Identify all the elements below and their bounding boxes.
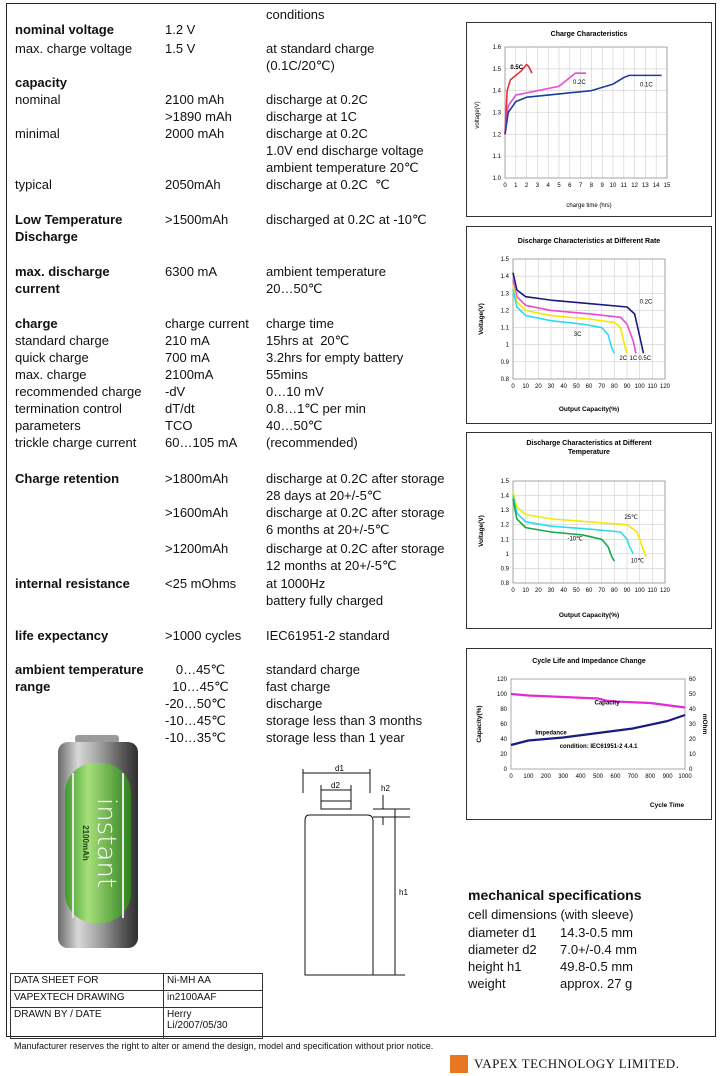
spec-label: max. charge voltage [15,41,133,56]
y-tick-label: 1 [505,342,509,349]
spec-condition: discharge at 1C [266,109,358,124]
x-tick-label: 110 [647,588,658,594]
ds-label: VAPEXTECH DRAWING [11,991,164,1008]
y2-axis-label: mOhm [701,713,708,735]
x-tick-label: 90 [623,588,631,594]
spec-condition: ambient temperature 20℃ [266,160,419,175]
x-tick-label: 600 [610,774,621,780]
spec-condition: 3.2hrs for empty battery [266,350,404,365]
series-label: 1C [629,356,638,363]
label-d2: d2 [331,781,340,790]
table-row [11,1008,263,1039]
y-tick-label: 40 [500,737,507,743]
spec-condition: battery fully charged [266,593,384,608]
battery-capacity: 2100mAh [81,825,90,861]
spec-condition: discharge at 0.2C after storage [266,471,445,486]
mechanical-row [468,941,637,958]
spec-value: 2000 mAh [165,126,225,141]
x-tick-label: 2 [524,183,529,189]
x-tick-label: 0 [509,774,513,780]
mechanical-drawing [295,765,425,985]
battery-image [53,733,143,951]
mechanical-row [468,975,633,992]
x-tick-label: 10 [522,588,530,594]
mech-label: height h1 [468,959,522,974]
spec-label: recommended charge [15,384,142,399]
y-tick-label: 1.0 [492,176,501,182]
spec-value: >1890 mAh [165,109,232,124]
series-label: 0.5C [638,356,652,363]
y-tick-label: 1.2 [500,308,509,315]
x-tick-label: 400 [575,774,586,780]
spec-value: charge current [165,316,249,331]
x-tick-label: 12 [631,183,638,189]
y-tick-label: 0.8 [500,581,509,587]
ds-value: Herry Li/2007/05/30 [164,1008,263,1039]
label-h2: h2 [381,784,390,793]
y-tick-label: 120 [496,677,507,683]
spec-value: 6300 mA [165,264,218,279]
x-tick-label: 20 [534,588,542,594]
spec-condition: at standard charge [266,41,375,56]
x-tick-label: 120 [659,384,671,390]
x-tick-label: 90 [623,384,631,390]
x-tick-label: 1000 [678,774,692,780]
spec-condition: fast charge [266,679,331,694]
chart-title: Cycle Life and Impedance Change [532,658,646,665]
mech-value: 7.0+/-0.4 mm [560,942,637,957]
spec-value: <25 mOhms [165,576,237,591]
chart-cycle-life [466,648,712,820]
series-label: Impedance [535,730,567,737]
x-tick-label: 9 [600,183,604,189]
x-tick-label: 3 [535,183,540,189]
spec-label: Charge retention [15,471,120,486]
label-d1: d1 [335,765,344,773]
mech-label: diameter d2 [468,942,537,957]
x-tick-label: 0 [511,384,515,390]
x-tick-label: 100 [523,774,534,780]
x-tick-label: 0 [511,588,515,594]
spec-condition: discharge at 0.2C after storage [266,505,445,520]
x-tick-label: 0 [503,183,507,189]
ds-value: Ni-MH AA [164,974,263,991]
y-tick-label: 1.2 [500,522,509,529]
y-tick-label: 0.9 [500,359,509,366]
x-tick-label: 15 [663,183,671,189]
mech-label: weight [468,976,506,991]
datasheet-table [10,973,263,1039]
x-axis-label: Output Capacity(%) [558,612,620,619]
y-axis-label: Voltage(V) [478,515,485,547]
y-tick-label: 1.4 [500,493,509,500]
spec-value: 2100 mAh [165,92,225,107]
y-tick-label: 1.1 [500,325,509,332]
x-tick-label: 120 [659,588,671,594]
x-tick-label: 7 [578,183,583,189]
spec-value: 1.2 V [165,22,196,37]
x-tick-label: 1 [514,183,518,189]
spec-label: standard charge [15,333,109,348]
y-tick-label: 1.6 [492,45,501,51]
spec-condition: at 1000Hz [266,576,326,591]
ds-value: in2100AAF [164,991,263,1008]
spec-condition: 40…50℃ [266,418,323,433]
spec-condition: conditions [266,7,325,22]
spec-label: parameters [15,418,81,433]
spec-label: trickle charge current [15,435,137,450]
y-tick-label: 0 [503,767,507,773]
spec-label: nominal [15,92,61,107]
x-tick-label: 200 [540,774,551,780]
series-label: -10℃ [567,536,583,543]
y-tick-label: 1 [505,551,509,558]
y2-tick-label: 0 [689,767,693,773]
y-tick-label: 1.5 [500,479,509,485]
y-tick-label: 0.8 [500,377,509,383]
spec-condition: storage less than 3 months [266,713,423,728]
spec-label: termination control [15,401,122,416]
spec-label: typical [15,177,52,192]
mech-label: diameter d1 [468,925,537,940]
spec-condition: IEC61951-2 standard [266,628,390,643]
spec-label: Low Temperature [15,212,123,227]
spec-condition: discharge [266,696,323,711]
x-tick-label: 20 [534,384,542,390]
spec-value: >1600mAh [165,505,229,520]
x-tick-label: 900 [662,774,673,780]
spec-value: 0…45℃ [165,662,226,677]
spec-value: -10…35℃ [165,730,226,745]
spec-value: 210 mA [165,333,210,348]
y-tick-label: 1.5 [500,257,509,263]
spec-value: >1800mAh [165,471,229,486]
mechanical-title: mechanical specifications [468,887,642,903]
mech-value: approx. 27 g [560,976,633,991]
spec-condition: 20…50℃ [266,281,323,296]
spec-label: charge [15,316,58,331]
series-label: 25℃ [624,514,638,521]
series-label: 0.1C [640,82,653,89]
spec-label: capacity [15,75,68,90]
spec-condition: 0…10 mV [266,384,324,399]
spec-condition: storage less than 1 year [266,730,405,745]
x-tick-label: 13 [642,183,649,189]
spec-label: current [15,281,60,296]
x-axis-label: Output Capacity(%) [558,406,620,413]
series-label: 0.2C [639,299,653,306]
chart-title-line: Discharge Characteristics at Different [526,440,652,447]
series-line [513,491,646,557]
spec-label: max. discharge [15,264,110,279]
y2-tick-label: 60 [689,677,696,683]
spec-label: ambient temperature [15,662,144,677]
chart-charge-characteristics [466,22,712,217]
spec-value: dT/dt [165,401,195,416]
spec-condition: standard charge [266,662,360,677]
y-tick-label: 1.3 [500,291,509,298]
y-tick-label: 0.9 [500,566,509,573]
spec-condition: discharge at 0.2C ℃ [266,177,390,192]
spec-condition: 6 months at 20+/-5℃ [266,522,390,537]
x-tick-label: 4 [546,183,550,189]
footer-note: Manufacturer reserves the right to alter or amend the design, model and specification without prior notice. [14,1041,434,1051]
x-tick-label: 80 [610,588,618,594]
spec-condition: 15hrs at 20℃ [266,333,350,348]
spec-value: -20…50℃ [165,696,226,711]
x-tick-label: 300 [558,774,569,780]
spec-value: 1.5 V [165,41,196,56]
spec-condition: discharge at 0.2C after storage [266,541,445,556]
x-tick-label: 100 [634,384,645,390]
x-tick-label: 14 [652,183,660,189]
spec-condition: 55mins [266,367,308,382]
y-tick-label: 1.1 [492,154,501,161]
spec-label: life expectancy [15,628,109,643]
mech-value: 49.8-0.5 mm [560,959,633,974]
spec-value: >1500mAh [165,212,229,227]
mechanical-row [468,924,633,941]
y-tick-label: 100 [496,692,507,698]
series-label: 10℃ [630,558,645,565]
spec-value: TCO [165,418,193,433]
ds-label: DRAWN BY / DATE [11,1008,164,1039]
spec-label: max. charge [15,367,87,382]
battery-brand: instant [91,797,121,889]
spec-value: -dV [165,384,186,399]
x-tick-label: 100 [634,588,645,594]
series-label: 0.2C [573,80,586,87]
chart-title-line: Temperature [568,449,610,456]
vapex-logo-icon [450,1055,468,1073]
x-tick-label: 40 [560,384,568,390]
x-tick-label: 80 [610,384,618,390]
y2-tick-label: 30 [689,722,696,728]
y2-tick-label: 40 [689,707,696,713]
y-tick-label: 1.4 [492,88,501,95]
spec-condition: 0.8…1℃ per min [266,401,366,416]
y-tick-label: 60 [500,722,507,728]
y-axis-label: voltage(V) [475,101,481,129]
y-tick-label: 80 [500,707,507,713]
chart-discharge-temperature [466,432,712,629]
spec-condition: 28 days at 20+/-5℃ [266,488,382,503]
x-tick-label: 60 [585,384,593,390]
x-tick-label: 70 [598,384,606,390]
spec-condition: discharged at 0.2C at -10℃ [266,212,427,227]
spec-condition: 1.0V end discharge voltage [266,143,424,158]
y-tick-label: 1.4 [500,274,509,281]
spec-value: -10…45℃ [165,713,226,728]
x-tick-label: 50 [572,384,580,390]
y2-tick-label: 10 [689,752,696,758]
mechanical-row [468,958,633,975]
x-tick-label: 11 [620,183,627,189]
chart-title: Discharge Characteristics at Different Rate [517,238,661,245]
spec-label: internal resistance [15,576,130,591]
y2-tick-label: 20 [689,737,696,743]
series-label: 2C [619,356,628,363]
table-row [11,974,263,991]
x-tick-label: 30 [547,384,555,390]
x-tick-label: 60 [585,588,593,594]
y-tick-label: 1.1 [500,537,509,544]
ds-label: DATA SHEET FOR [11,974,164,991]
x-tick-label: 10 [522,384,530,390]
y-tick-label: 1.3 [500,508,509,515]
chart-title [526,440,652,456]
x-tick-label: 50 [572,588,580,594]
y-axis-label: Voltage(V) [478,303,485,335]
company-logo [450,1055,679,1073]
series-line [505,64,532,134]
spec-condition: (0.1C/20℃) [266,58,335,73]
mech-value: 14.3-0.5 mm [560,925,633,940]
series-label: 3C [573,332,582,339]
chart-discharge-rate [466,226,712,424]
spec-condition: (recommended) [266,435,358,450]
x-tick-label: 6 [568,183,572,189]
spec-label: Discharge [15,229,78,244]
spec-condition: discharge at 0.2C [266,92,368,107]
x-tick-label: 500 [592,774,604,780]
spec-value: 2100mA [165,367,214,382]
spec-value: 10…45℃ [165,679,229,694]
x-tick-label: 8 [589,183,594,189]
x-tick-label: 5 [557,183,561,189]
x-axis-label: charge time (hrs) [566,203,612,209]
y-axis-label: Capacity(%) [476,705,483,743]
spec-condition: ambient temperature [266,264,386,279]
x-tick-label: 40 [560,588,568,594]
series-label: 0.5C [510,64,524,71]
x-tick-label: 110 [647,384,658,390]
spec-value: >1200mAh [165,541,229,556]
spec-value: 700 mA [165,350,210,365]
x-tick-label: 70 [598,588,606,594]
spec-condition: charge time [266,316,334,331]
spec-value: 2050mAh [165,177,221,192]
spec-value: 60…105 mA [165,435,238,450]
label-h1: h1 [399,888,408,897]
x-tick-label: 10 [609,183,617,189]
spec-label: minimal [15,126,60,141]
spec-condition: discharge at 0.2C [266,126,368,141]
y-tick-label: 1.3 [492,110,501,117]
y2-tick-label: 50 [689,692,696,698]
x-tick-label: 30 [547,588,555,594]
y-tick-label: 1.5 [492,66,501,73]
spec-label: range [15,679,51,694]
x-tick-label: 800 [645,774,656,780]
mechanical-subtitle: cell dimensions (with sleeve) [468,907,634,922]
y-tick-label: 1.2 [492,132,501,139]
company-name: VAPEX TECHNOLOGY LIMITED. [474,1056,680,1071]
spec-value: >1000 cycles [165,628,242,643]
x-tick-label: 700 [627,774,638,780]
chart-title: Charge Characteristics [550,31,628,38]
table-row [11,991,263,1008]
series-label: Capacity [594,700,620,707]
series-label: condition: IEC61951-2 4.4.1 [559,744,638,750]
spec-label: quick charge [15,350,89,365]
y-tick-label: 20 [500,752,507,758]
x-axis-label: Cycle Time [649,802,685,809]
spec-condition: 12 months at 20+/-5℃ [266,558,397,573]
spec-label: nominal voltage [15,22,114,37]
